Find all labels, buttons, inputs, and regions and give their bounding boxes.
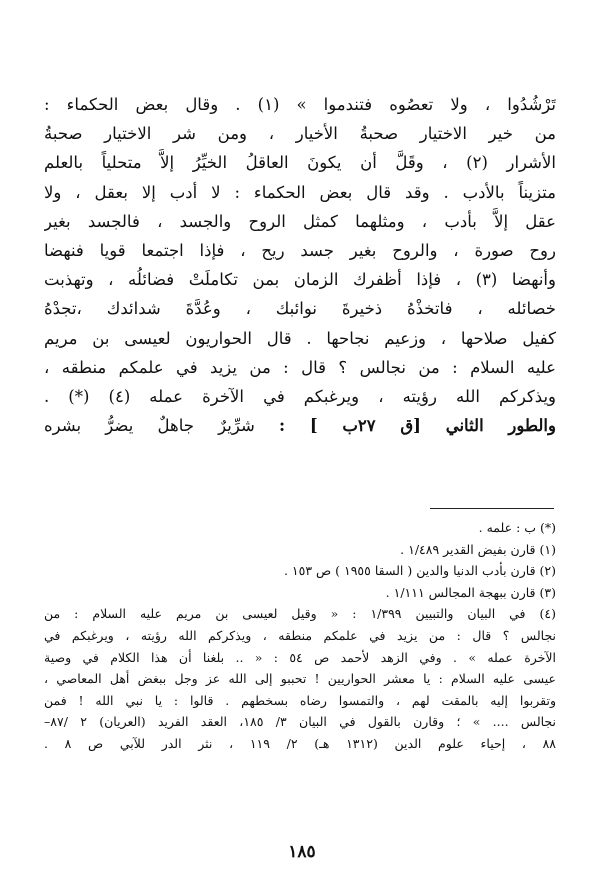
footnote-line: عيسى عليه السلام : يا معشر الحواريين ! تحببو إلى الله عز وجل ببغض أهل المعاصي ، [44, 671, 556, 687]
body-line: خصائله ، فاتخذْهُ ذخيرةَ نوائبك ، وعُدَّةَ شدائدك ،تجدْهُ [44, 299, 556, 319]
body-line: عليه السلام : من نجالس ؟ قال : من يزيد في علمكم منطقه ، [44, 357, 556, 377]
body-line: الأشرار (٢) ، وقَلَّ أن يكونَ العاقلُ الخيِّرُ إلاَّ متحلياً بالعلم [44, 153, 556, 173]
body-line: كفيل صلاحها ، وزعيم نجاحها . قال الحواريون لعيسى بن مريم [44, 328, 556, 348]
footnote-line: ٨٨ ، إحياء علوم الدين (١٣١٢ هـ) ٢/ ١١٩ ، نثر الدر للآبي ص ٨ . [44, 735, 556, 751]
body-line: ويذكركم الله رؤيته ، ويرغبكم في الآخرة عمله (٤) (*) . [44, 387, 556, 407]
body-text: شرِّيرٌ جاهلٌ يضرُّ بشره [44, 416, 280, 436]
page-number: ١٨٥ [288, 842, 316, 862]
footnotes [44, 517, 556, 755]
footnote-line: نجالس ؟ قال : من يزيد في علمكم منطقه ، ويذكركم الله رؤيته ، ويرغبكم في [44, 627, 556, 643]
body-line: من خير الاختيار صحبةُ الأخيار ، ومن شر الاختيار صحبةُ [44, 124, 556, 144]
body-line: تَرْشُدُوا ، ولا تعصُوه فتندموا » (١) . وقال بعض الحكماء : [44, 95, 556, 114]
footnote-line: (*) ب : علمه . [478, 520, 556, 535]
body-line: عقل إلاَّ بأدب ، ومثلهما كمثل الروح والجسد ، فالجسد بغير [44, 211, 556, 231]
footnote-line: (٣) قارن ببهجة المجالس ١/١١١ . [385, 584, 556, 600]
body-line [44, 411, 556, 440]
footnote-line: (٢) قارن بأدب الدنيا والدين ( السقا ١٩٥٥ ) ص ١٥٣ . [283, 563, 556, 579]
footnote-line: وتقربوا إليه بالمقت لهم ، والتمسوا رضاه بسخطهم . قالوا : يا نبي الله ! فمن [44, 692, 556, 708]
body-line: وأنهضا (٣) ، فإذا أظفرك الزمان بمن تكاملَتْ فضائلُه ، وتهذبت [44, 270, 556, 290]
footnote-line: نجالس .... » ؛ وقارن بالقول في البيان ٣/ ١٨٥، العقد الفريد (العريان) ٢ /٨٧– [44, 714, 556, 730]
footnote-separator [430, 508, 554, 509]
footnote-line: (١) قارن بفيض القدير ١/٤٨٩ . [400, 541, 556, 557]
section-heading: والطور الثاني [ق ٢٧ب ] : [279, 416, 556, 436]
body-line: روح صورة ، والروح بغير جسد ريح ، فإذا اجتمعا قويا فنهضا [44, 241, 556, 261]
main-text [44, 90, 556, 440]
footnote-line: الآخرة عمله » . وفي الزهد لأحمد ص ٥٤ : « .. بلغنا أن هذا الكلام في وصية [44, 649, 556, 665]
footnote-line: (٤) في البيان والتبيين ١/٣٩٩ : « وقيل لعيسى بن مريم عليه السلام : من [44, 606, 556, 622]
body-line: متزيناً بالأدب . وقد قال بعض الحكماء : لا أدب إلا بعقل ، ولا [44, 182, 556, 202]
